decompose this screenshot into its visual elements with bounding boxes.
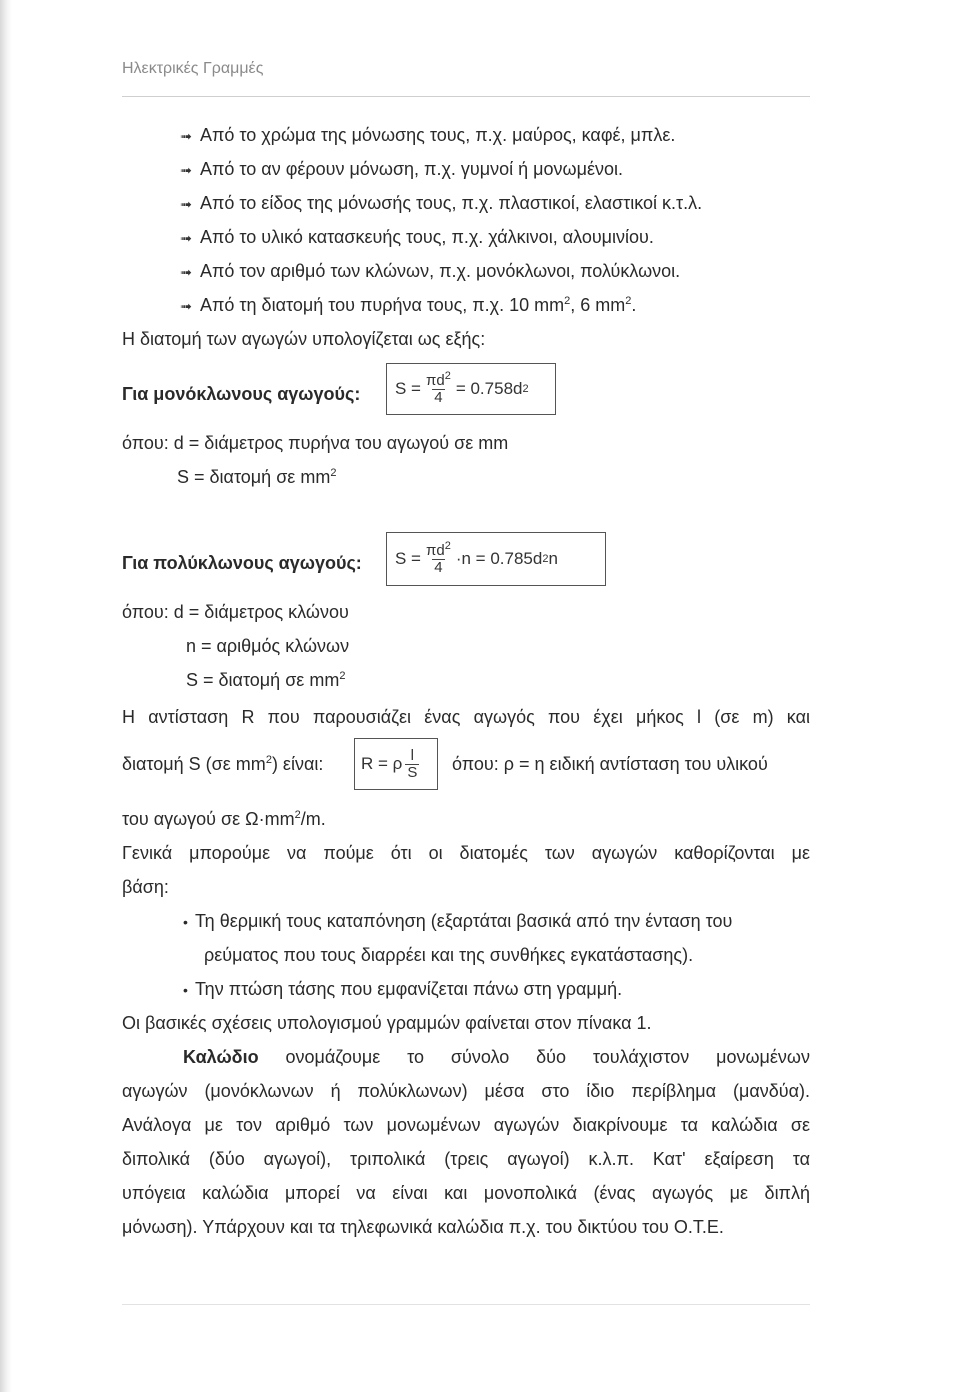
cable-line-2: αγωγών (μονόκλωνων ή πολύκλωνων) μέσα στο ίδιο περίβλημα (μανδύα). <box>122 1081 810 1101</box>
table-reference: Οι βασικές σχέσεις υπολογισμού γραμμών φαίνεται στον πίνακα 1. <box>122 1013 652 1033</box>
arrow-icon: ➟ <box>180 230 192 246</box>
resistance-where: όπου: ρ = η ειδική αντίσταση του υλικού <box>452 754 768 774</box>
poly-where-s: S = διατομή σε $mm^2$ <box>186 670 346 690</box>
arrow-icon: ➟ <box>180 162 192 178</box>
general-line-2: βάση: <box>122 877 169 897</box>
mono-formula-box: S = $\frac{\pi d^2}{4}$ = 0.758d 2 <box>386 363 556 415</box>
general-line-1: Γενικά μπορούμε να πούμε ότι οι διατομές των αγωγών καθορίζονται με <box>122 843 810 863</box>
footer-rule <box>122 1304 810 1305</box>
bullet-item: • Την πτώση τάσης που εμφανίζεται πάνω στη γραμμή. <box>183 979 623 999</box>
cable-line-3: Ανάλογα με τον αριθμό των μονωμένων αγωγών διακρίνουμε τα καλώδια σε <box>122 1115 810 1135</box>
bullet-icon: • <box>183 982 188 998</box>
poly-fraction: $\frac{\pi d^2}{4}$ <box>426 539 451 576</box>
poly-label: Για πολύκλωνους αγωγούς: <box>122 553 362 573</box>
list-item: ➟ Από τη διατομή του πυρήνα τους, π.χ. 10 $mm^2$, 6 $mm^2$. <box>180 295 637 315</box>
resistance-line-2: διατομή S (σε $mm^2$) είναι: <box>122 754 324 774</box>
bullet-icon: • <box>183 914 188 930</box>
resistance-formula-box: R = ρ $\frac{l}{S}$ <box>354 738 438 790</box>
poly-where-n: n = αριθμός κλώνων <box>186 636 350 656</box>
cable-line-1: Καλώδιο ονομάζουμε το σύνολο δύο τουλάχιστον μονωμένων <box>183 1047 810 1067</box>
cable-term: Καλώδιο <box>183 1047 259 1067</box>
header-rule <box>122 96 810 97</box>
list-item: ➟ Από το υλικό κατασκευής τους, π.χ. χάλκινοι, αλουμινίου. <box>180 227 654 247</box>
mono-fraction: $\frac{\pi d^2}{4}$ <box>426 369 451 406</box>
poly-formula-box: S = $\frac{\pi d^2}{4}$ ·n = 0.785d 2 n <box>386 532 606 586</box>
bullet-item: • Τη θερμική τους καταπόνηση (εξαρτάται βασικά από την ένταση του <box>183 911 733 931</box>
cable-line-4: διπολικά (δύο αγωγοί), τριπολικά (τρεις αγωγοί) κ.λ.π. Κατ' εξαίρεση τα <box>122 1149 810 1169</box>
list-item: ➟ Από τον αριθμό των κλώνων, π.χ. μονόκλωνοι, πολύκλωνοι. <box>180 261 681 281</box>
section-intro: Η διατομή των αγωγών υπολογίζεται ως εξής: <box>122 329 486 349</box>
resistance-fraction: $\frac{l}{S}$ <box>407 746 418 781</box>
arrow-icon: ➟ <box>180 128 192 144</box>
arrow-icon: ➟ <box>180 298 192 314</box>
resistance-line-3: του αγωγού σε $\Omega\cdot mm^2/m$. <box>122 809 326 829</box>
cable-line-5: υπόγεια καλώδια μπορεί να είναι και μονοπολικά (ένας αγωγός με διπλή <box>122 1183 810 1203</box>
list-item: ➟ Από το χρώμα της μόνωσης τους, π.χ. μαύρος, καφέ, μπλε. <box>180 125 676 145</box>
mono-where-d: όπου: d = διάμετρος πυρήνα του αγωγού σε mm <box>122 433 509 453</box>
arrow-icon: ➟ <box>180 264 192 280</box>
bullet-item-continued: ρεύματος που τους διαρρέει και της συνθήκες εγκατάστασης). <box>204 945 694 965</box>
list-item: ➟ Από το αν φέρουν μόνωση, π.χ. γυμνοί ή μονωμένοι. <box>180 159 624 179</box>
mono-label: Για μονόκλωνους αγωγούς: <box>122 384 361 404</box>
list-item: ➟ Από το είδος της μόνωσής τους, π.χ. πλαστικοί, ελαστικοί κ.τ.λ. <box>180 193 703 213</box>
resistance-line-1: Η αντίσταση R που παρουσιάζει ένας αγωγός που έχει μήκος l (σε m) και <box>122 707 810 727</box>
mono-where-s: S = διατομή σε $mm^2$ <box>177 467 337 487</box>
arrow-icon: ➟ <box>180 196 192 212</box>
running-header: Ηλεκτρικές Γραμμές <box>122 60 264 77</box>
cable-line-6: μόνωση). Υπάρχουν και τα τηλεφωνικά καλώδια π.χ. του δικτύου του Ο.Τ.Ε. <box>122 1217 724 1237</box>
page-binding-edge <box>0 0 12 1392</box>
poly-where-d: όπου: d = διάμετρος κλώνου <box>122 602 349 622</box>
